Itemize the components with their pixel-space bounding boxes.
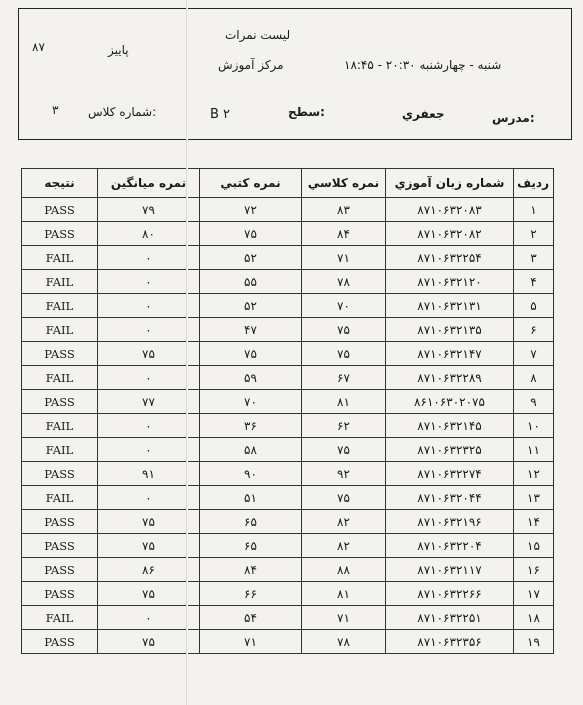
row-number-cell: ۷ [514, 342, 554, 366]
written-score-cell: ۷۵ [200, 222, 302, 246]
row-number-cell: ۱۰ [514, 414, 554, 438]
row-number-cell: ۱۵ [514, 534, 554, 558]
result-cell: PASS [22, 222, 98, 246]
level-value: B ۲ [210, 107, 231, 122]
table-row [22, 366, 554, 390]
average-score-cell: ۷۹ [98, 198, 200, 222]
written-score-cell: ۳۶ [200, 414, 302, 438]
schedule-text: شنبه - چهارشنبه ۲۰:۳۰ - ۱۸:۴۵ [344, 58, 502, 72]
student-id-cell: ۸۷۱۰۶۳۲۲۷۴ [386, 462, 514, 486]
class-score-cell: ۷۱ [302, 606, 386, 630]
class-score-cell: ۸۴ [302, 222, 386, 246]
class-score-cell: ۷۵ [302, 342, 386, 366]
written-score-cell: ۷۰ [200, 390, 302, 414]
table-row [22, 414, 554, 438]
student-id-cell: ۸۷۱۰۶۳۲۰۴۴ [386, 486, 514, 510]
student-id-cell: ۸۷۱۰۶۳۲۳۲۵ [386, 438, 514, 462]
term-code: ۸۷ [32, 40, 45, 54]
class-score-cell: ۹۲ [302, 462, 386, 486]
class-value: ۳ [52, 103, 59, 117]
average-score-cell: ۹۱ [98, 462, 200, 486]
column-header: رديف [514, 169, 554, 198]
average-score-cell: ۷۵ [98, 630, 200, 654]
class-score-cell: ۷۱ [302, 246, 386, 270]
result-cell: PASS [22, 534, 98, 558]
result-cell: FAIL [22, 486, 98, 510]
average-score-cell: ۰ [98, 270, 200, 294]
result-cell: PASS [22, 558, 98, 582]
class-score-cell: ۷۰ [302, 294, 386, 318]
written-score-cell: ۵۲ [200, 246, 302, 270]
student-id-cell: ۸۷۱۰۶۳۲۰۸۳ [386, 198, 514, 222]
table-row [22, 558, 554, 582]
average-score-cell: ۰ [98, 366, 200, 390]
student-id-cell: ۸۷۱۰۶۳۲۱۴۵ [386, 414, 514, 438]
student-id-cell: ۸۶۱۰۶۳۰۲۰۷۵ [386, 390, 514, 414]
student-id-cell: ۸۷۱۰۶۳۲۱۴۷ [386, 342, 514, 366]
average-score-cell: ۰ [98, 486, 200, 510]
written-score-cell: ۶۶ [200, 582, 302, 606]
result-cell: PASS [22, 582, 98, 606]
written-score-cell: ۹۰ [200, 462, 302, 486]
result-cell: FAIL [22, 318, 98, 342]
average-score-cell: ۰ [98, 294, 200, 318]
table-row [22, 270, 554, 294]
written-score-cell: ۸۴ [200, 558, 302, 582]
teacher-name: جعفري [402, 107, 445, 121]
average-score-cell: ۷۵ [98, 534, 200, 558]
written-score-cell: ۵۸ [200, 438, 302, 462]
table-row [22, 486, 554, 510]
class-score-cell: ۸۳ [302, 198, 386, 222]
column-header: نمره کلاسي [302, 169, 386, 198]
average-score-cell: ۸۰ [98, 222, 200, 246]
row-number-cell: ۱۲ [514, 462, 554, 486]
table-header-row [22, 169, 554, 198]
row-number-cell: ۱۸ [514, 606, 554, 630]
center-name: مرکز آموزش [218, 58, 284, 72]
average-score-cell: ۰ [98, 414, 200, 438]
table-row [22, 582, 554, 606]
written-score-cell: ۷۱ [200, 630, 302, 654]
student-id-cell: ۸۷۱۰۶۳۲۱۹۶ [386, 510, 514, 534]
class-score-cell: ۷۸ [302, 270, 386, 294]
header-box [18, 8, 572, 140]
class-score-cell: ۸۱ [302, 390, 386, 414]
result-cell: PASS [22, 630, 98, 654]
list-title: لیست نمرات [225, 28, 291, 42]
student-id-cell: ۸۷۱۰۶۳۲۰۸۲ [386, 222, 514, 246]
row-number-cell: ۸ [514, 366, 554, 390]
result-cell: PASS [22, 342, 98, 366]
written-score-cell: ۵۱ [200, 486, 302, 510]
result-cell: FAIL [22, 294, 98, 318]
row-number-cell: ۱۶ [514, 558, 554, 582]
average-score-cell: ۸۶ [98, 558, 200, 582]
average-score-cell: ۰ [98, 606, 200, 630]
row-number-cell: ۶ [514, 318, 554, 342]
result-cell: FAIL [22, 438, 98, 462]
teacher-label: مدرس: [492, 111, 535, 125]
table-row [22, 198, 554, 222]
row-number-cell: ۱۴ [514, 510, 554, 534]
table-row [22, 534, 554, 558]
result-cell: PASS [22, 462, 98, 486]
class-score-cell: ۷۵ [302, 438, 386, 462]
written-score-cell: ۵۲ [200, 294, 302, 318]
written-score-cell: ۵۵ [200, 270, 302, 294]
result-cell: FAIL [22, 270, 98, 294]
student-id-cell: ۸۷۱۰۶۳۲۲۵۴ [386, 246, 514, 270]
result-cell: FAIL [22, 414, 98, 438]
table-row [22, 222, 554, 246]
result-cell: FAIL [22, 606, 98, 630]
class-score-cell: ۸۱ [302, 582, 386, 606]
row-number-cell: ۵ [514, 294, 554, 318]
column-header: نمره کتبي [200, 169, 302, 198]
written-score-cell: ۷۲ [200, 198, 302, 222]
result-cell: FAIL [22, 366, 98, 390]
row-number-cell: ۱۱ [514, 438, 554, 462]
result-cell: FAIL [22, 246, 98, 270]
student-id-cell: ۸۷۱۰۶۳۲۱۲۰ [386, 270, 514, 294]
row-number-cell: ۹ [514, 390, 554, 414]
result-cell: PASS [22, 390, 98, 414]
class-score-cell: ۷۸ [302, 630, 386, 654]
class-label: شماره کلاس: [88, 105, 157, 119]
written-score-cell: ۶۵ [200, 534, 302, 558]
table-row [22, 318, 554, 342]
row-number-cell: ۱ [514, 198, 554, 222]
table-row [22, 606, 554, 630]
class-score-cell: ۷۵ [302, 486, 386, 510]
table-row [22, 510, 554, 534]
average-score-cell: ۰ [98, 246, 200, 270]
student-id-cell: ۸۷۱۰۶۳۲۲۵۱ [386, 606, 514, 630]
row-number-cell: ۱۳ [514, 486, 554, 510]
written-score-cell: ۵۹ [200, 366, 302, 390]
student-id-cell: ۸۷۱۰۶۳۲۱۱۷ [386, 558, 514, 582]
paper-fold [186, 0, 188, 705]
result-cell: PASS [22, 198, 98, 222]
student-id-cell: ۸۷۱۰۶۳۲۱۳۱ [386, 294, 514, 318]
class-score-cell: ۶۲ [302, 414, 386, 438]
average-score-cell: ۰ [98, 318, 200, 342]
student-id-cell: ۸۷۱۰۶۳۲۲۶۶ [386, 582, 514, 606]
written-score-cell: ۵۴ [200, 606, 302, 630]
student-id-cell: ۸۷۱۰۶۳۲۲۰۴ [386, 534, 514, 558]
table-row [22, 438, 554, 462]
class-score-cell: ۶۷ [302, 366, 386, 390]
average-score-cell: ۷۵ [98, 582, 200, 606]
column-header: نتيجه [22, 169, 98, 198]
table-row [22, 342, 554, 366]
average-score-cell: ۷۵ [98, 342, 200, 366]
table-row [22, 630, 554, 654]
class-score-cell: ۸۲ [302, 534, 386, 558]
level-label: سطح: [288, 105, 325, 119]
row-number-cell: ۳ [514, 246, 554, 270]
written-score-cell: ۴۷ [200, 318, 302, 342]
class-score-cell: ۸۸ [302, 558, 386, 582]
column-header: شماره زبان آموزي [386, 169, 514, 198]
average-score-cell: ۰ [98, 438, 200, 462]
result-cell: PASS [22, 510, 98, 534]
table-row [22, 462, 554, 486]
row-number-cell: ۲ [514, 222, 554, 246]
row-number-cell: ۱۷ [514, 582, 554, 606]
row-number-cell: ۱۹ [514, 630, 554, 654]
student-id-cell: ۸۷۱۰۶۳۲۳۵۶ [386, 630, 514, 654]
average-score-cell: ۷۷ [98, 390, 200, 414]
class-score-cell: ۸۲ [302, 510, 386, 534]
table-row [22, 390, 554, 414]
average-score-cell: ۷۵ [98, 510, 200, 534]
student-id-cell: ۸۷۱۰۶۳۲۱۳۵ [386, 318, 514, 342]
row-number-cell: ۴ [514, 270, 554, 294]
student-id-cell: ۸۷۱۰۶۳۲۲۸۹ [386, 366, 514, 390]
written-score-cell: ۷۵ [200, 342, 302, 366]
table-row [22, 246, 554, 270]
written-score-cell: ۶۵ [200, 510, 302, 534]
class-score-cell: ۷۵ [302, 318, 386, 342]
term-label: پاییز [108, 43, 129, 57]
grades-table [21, 168, 554, 654]
column-header: نمره ميانگين [98, 169, 200, 198]
table-row [22, 294, 554, 318]
